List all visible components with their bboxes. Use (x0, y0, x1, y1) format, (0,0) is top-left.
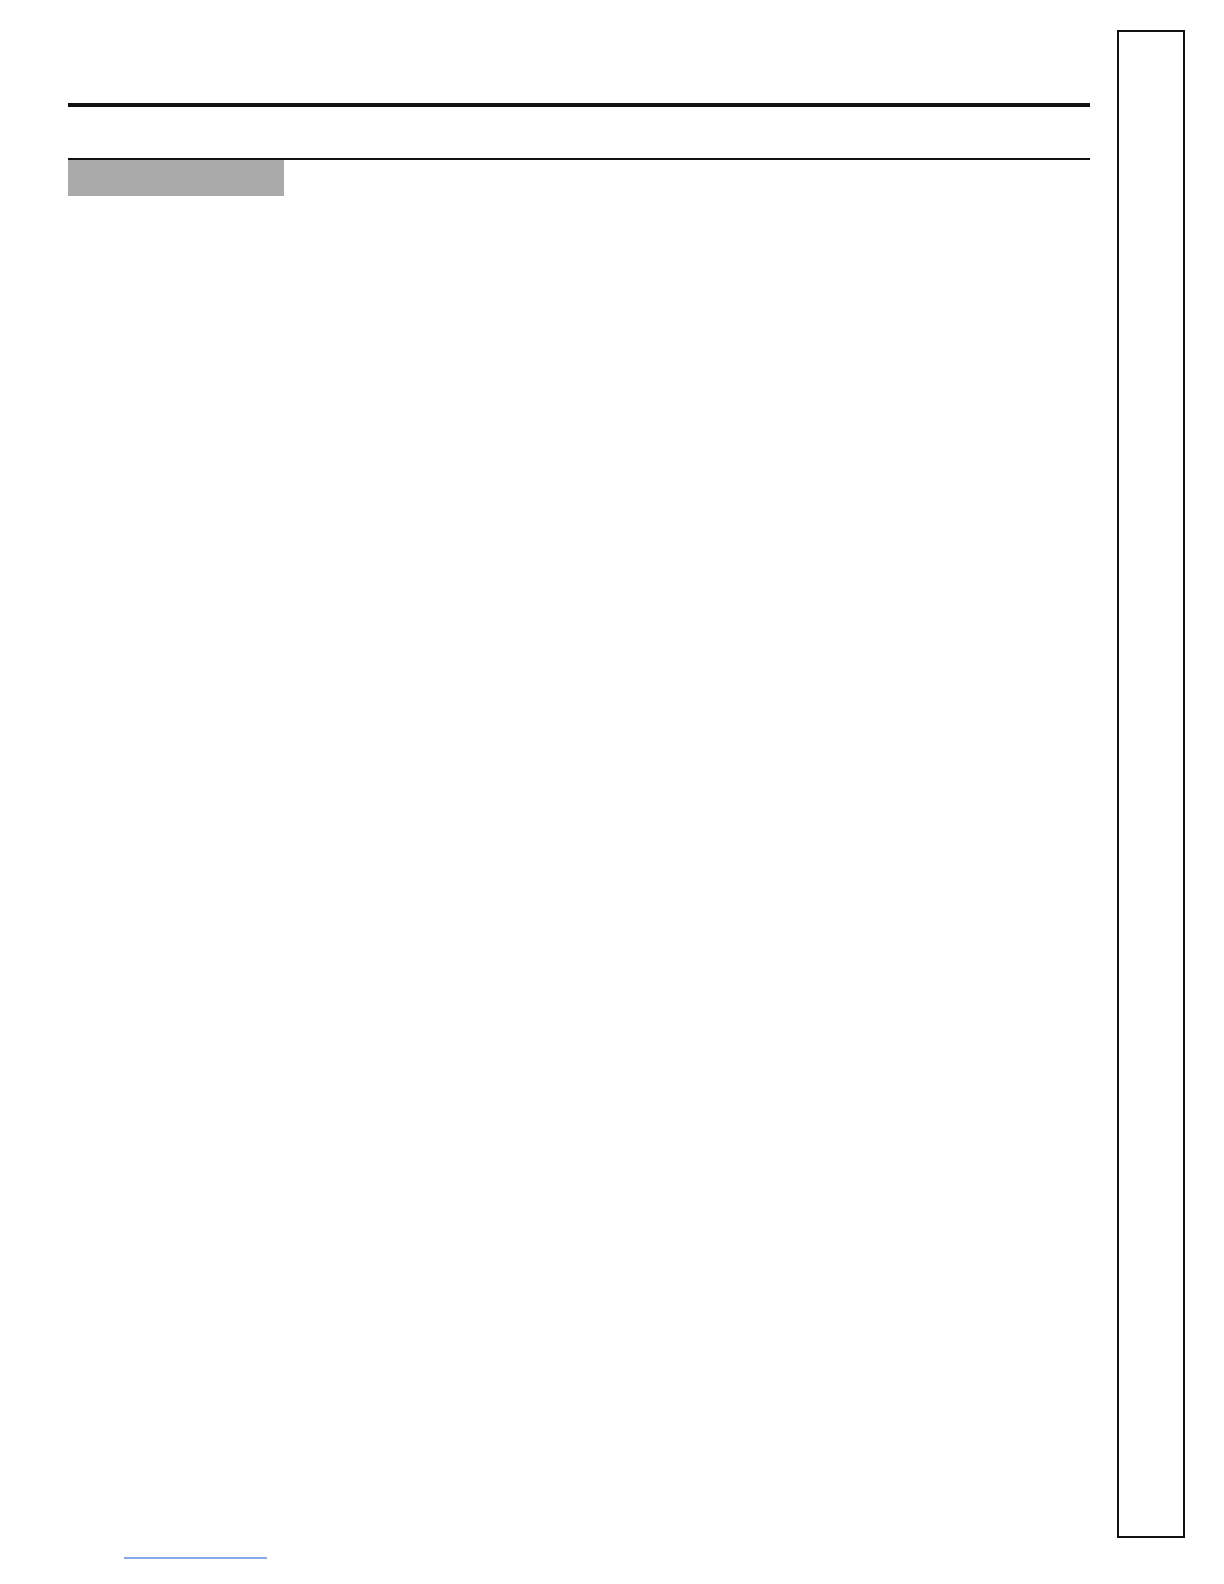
header-what-to-do (602, 166, 1090, 191)
section-tabs (1117, 30, 1185, 1538)
header-rule (68, 103, 1090, 107)
decorative-rule (124, 1557, 267, 1559)
troubleshooting-table (68, 158, 1090, 196)
website-url (890, 78, 1088, 96)
header-possible-causes (284, 166, 602, 191)
table-header (68, 158, 1090, 196)
header-problem (68, 160, 284, 196)
